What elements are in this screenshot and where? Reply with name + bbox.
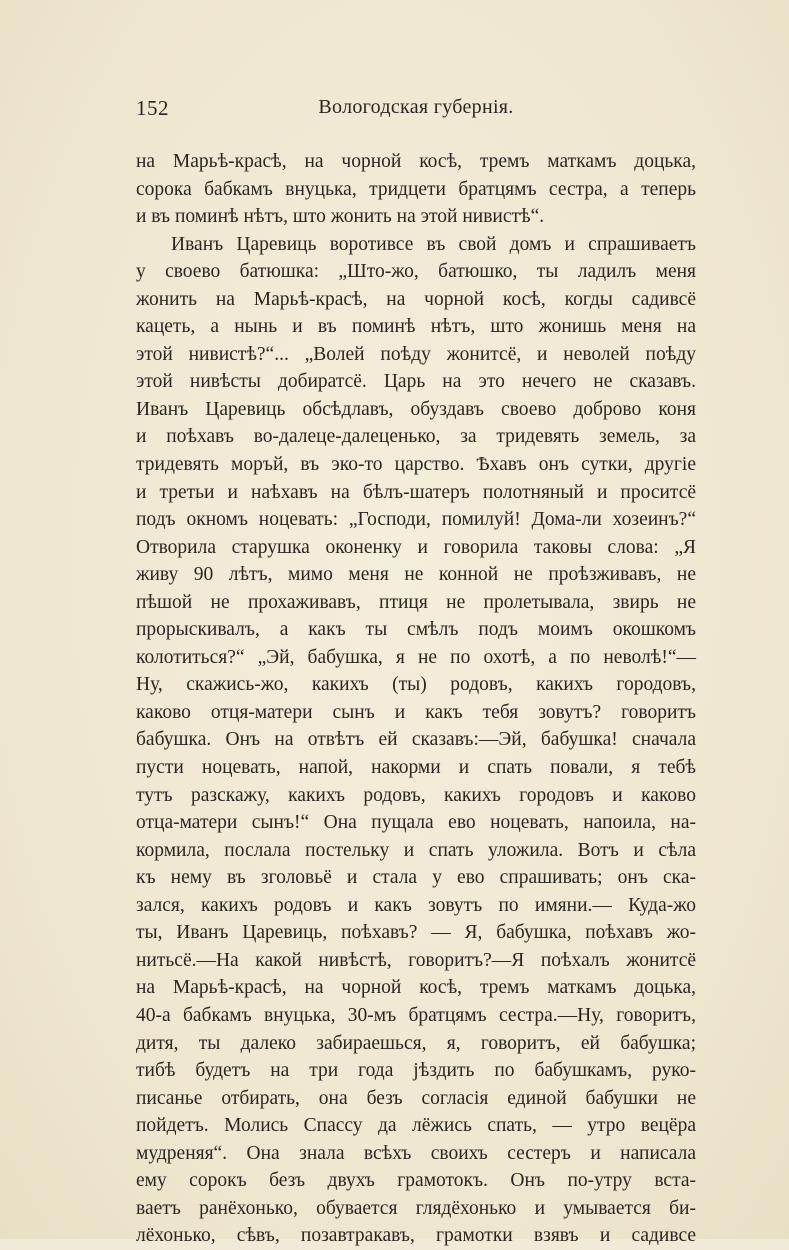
- text-line: нитьсё.—На какой нивѣстѣ, говоритъ?—Я поѣхалъ жонитсё: [136, 949, 696, 971]
- text-line: лёхонько, сѣвъ, позавтракавъ, грамотки взявъ и садивсе: [136, 1225, 696, 1247]
- text-line: ваетъ ранёхонько, обувается глядёхонько и умывается би-: [136, 1197, 696, 1219]
- text-line: живу 90 лѣтъ, мимо меня не конной не проѣзживавъ, не: [136, 564, 696, 586]
- text-line: и третьи и наѣхавъ на бѣлъ-шатеръ полотняный и проситсё: [136, 481, 696, 503]
- text-line: бабушка. Онъ на отвѣтъ ей сказавъ:—Эй, бабушка! сначала: [136, 729, 696, 751]
- text-line: зался, какихъ родовъ и какъ зовутъ по имяни.— Куда-жо: [136, 894, 696, 916]
- body-text: [136, 148, 696, 1250]
- text-line: жонить на Марьѣ-красѣ, на чорной косѣ, когды садивсё: [136, 288, 696, 310]
- text-line: прорыскивалъ, а какъ ты смѣлъ подъ моимъ окошкомъ: [136, 619, 696, 641]
- text-line: Иванъ Царевиць обсѣдлавъ, обуздавъ своево доброво коня: [136, 398, 696, 420]
- text-line: отца-матери сынъ!“ Она пущала ево ноцевать, напоила, на-: [136, 812, 696, 834]
- running-title: Вологодская губернія.: [318, 96, 514, 118]
- text-line: у своево батюшка: „Што-жо, батюшко, ты ладилъ меня: [136, 261, 696, 283]
- text-line: тридевять моръй, въ эко-то царство. Ѣхавъ онъ сутки, другіе: [136, 454, 696, 476]
- text-line: пѣшой не прохаживавъ, птиця не пролетывала, звирь не: [136, 591, 696, 613]
- text-line: пусти ноцевать, напой, накорми и спать повали, я тебѣ: [136, 757, 696, 779]
- text-line: кацеть, а нынь и въ поминѣ нѣтъ, што жонишь меня на: [136, 316, 696, 338]
- text-line: Отворила старушка оконенку и говорила таковы слова: „Я: [136, 536, 696, 558]
- text-line: на Марьѣ-красѣ, на чорной косѣ, тремъ маткамъ доцька,: [136, 151, 696, 172]
- text-line: каково отця-матери сынъ и какъ тебя зовутъ? говоритъ: [136, 701, 696, 723]
- text-line: дитя, ты далеко забираешься, я, говоритъ, ей бабушка;: [136, 1032, 696, 1054]
- text-line: писанье отбирать, она безъ согласія единой бабушки не: [136, 1087, 696, 1109]
- text-line: ему сорокъ безъ двухъ грамотокъ. Онъ по-утру вста-: [136, 1170, 696, 1192]
- text-line: колотиться?“ „Эй, бабушка, я не по охотѣ, а по неволѣ!“—: [136, 646, 696, 668]
- text-line: 40-а бабкамъ внуцька, 30-мъ братцямъ сестра.—Ну, говоритъ,: [136, 1004, 696, 1026]
- page-header: [136, 96, 696, 128]
- text-line: пойдетъ. Молись Спассу да лёжись спать, — утро вецёра: [136, 1115, 696, 1137]
- text-line: ты, Иванъ Царевиць, поѣхавъ? — Я, бабушка, поѣхавъ жо-: [136, 922, 696, 944]
- text-line: тутъ разскажу, какихъ родовъ, какихъ городовъ и каково: [136, 784, 696, 806]
- text-line: тибѣ будетъ на три года јѣздить по бабушкамъ, руко-: [136, 1060, 696, 1082]
- text-line: и поѣхавъ во-далеце-далеценько, за тридевять земель, за: [136, 426, 696, 448]
- text-line: сорока бабкамъ внуцька, тридцети братцямъ сестра, а теперь: [136, 178, 696, 200]
- text-line: и въ поминѣ нѣтъ, што жонить на этой нивистѣ“.: [136, 206, 545, 228]
- text-line: на Марьѣ-красѣ, на чорной косѣ, тремъ маткамъ доцька,: [136, 977, 696, 999]
- text-line: этой нивистѣ?“... „Волей поѣду жонитсё, и неволей поѣду: [136, 343, 696, 365]
- text-line: Иванъ Царевиць воротивсе въ свой домъ и спрашиваетъ: [171, 233, 696, 255]
- text-line: мудреняя“. Она знала всѣхъ своихъ сестеръ и написала: [136, 1142, 696, 1164]
- text-line: Ну, скажись-жо, какихъ (ты) родовъ, какихъ городовъ,: [136, 674, 696, 696]
- page-number: 152: [136, 96, 169, 120]
- text-line: къ нему въ зголовьё и стала у ево спрашивать; онъ ска-: [136, 867, 696, 889]
- text-line: кормила, послала постельку и спать уложила. Вотъ и сѣла: [136, 839, 696, 861]
- text-line: этой нивѣсты добиратсё. Царь на это нечего не сказавъ.: [136, 371, 696, 393]
- text-line: подъ окномъ ноцевать: „Господи, помилуй! Дома-ли хозеинъ?“: [136, 509, 696, 531]
